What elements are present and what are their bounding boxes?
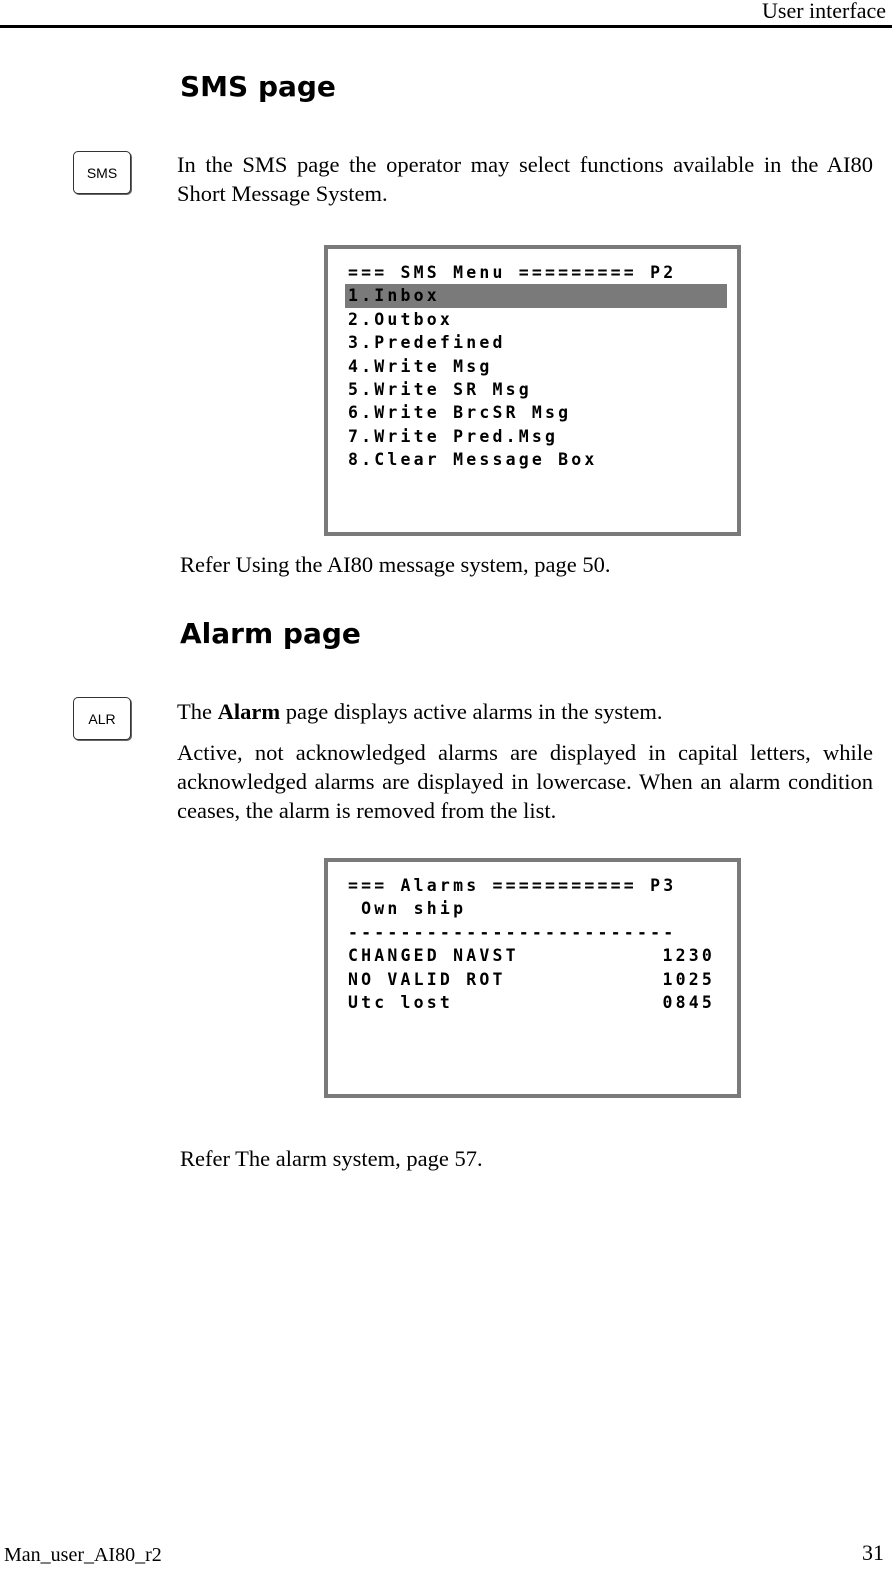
alarm-name: CHANGED NAVST	[348, 946, 519, 966]
page-header-title: User interface	[762, 0, 886, 23]
alarm-screen	[324, 858, 741, 1098]
alarm-screen-title-line: === Alarms =========== P3	[348, 876, 677, 895]
sms-page-description: In the SMS page the operator may select functions available in the AI80 Short Message System.	[177, 152, 873, 206]
alr-key-label: ALR	[88, 710, 116, 727]
alarm-intro-bold: Alarm	[217, 699, 281, 724]
alarm-time: 1025	[662, 969, 715, 989]
sms-menu-item-write-sr-msg[interactable]: 5.Write SR Msg	[348, 379, 532, 399]
sms-key-label: SMS	[86, 164, 118, 181]
sms-key-icon	[73, 151, 131, 194]
sms-reference: Refer Using the AI80 message system, page 50.	[180, 552, 611, 577]
sms-menu-item-write-msg[interactable]: 4.Write Msg	[348, 356, 493, 376]
sms-menu-item-outbox[interactable]: 2.Outbox	[348, 309, 454, 329]
alarm-screen-separator: -------------------------	[348, 922, 677, 942]
sms-menu-item-inbox[interactable]: 1.Inbox	[345, 284, 727, 307]
sms-menu-item-clear-message-box[interactable]: 8.Clear Message Box	[348, 450, 598, 470]
alarm-reference: Refer The alarm system, page 57.	[180, 1146, 483, 1171]
alarm-screen-subtitle-line: Own ship	[348, 899, 467, 919]
alarm-row	[348, 991, 727, 1014]
alarm-name: Utc lost	[348, 992, 454, 1012]
sms-menu-item-predefined[interactable]: 3.Predefined	[348, 333, 506, 353]
sms-page-heading: SMS page	[180, 70, 336, 103]
alr-key-icon	[73, 697, 131, 740]
alarm-row	[348, 944, 727, 967]
alarm-name: NO VALID ROT	[348, 969, 506, 989]
alarm-time: 1230	[662, 946, 715, 966]
alarm-intro-suffix: page displays active alarms in the system.	[280, 699, 663, 724]
alarm-page-intro	[177, 697, 873, 726]
alarm-page-description: Active, not acknowledged alarms are displayed in capital letters, while acknowledged alarms are displayed in lowercase. When an alarm condition ceases, the alarm is removed from the list.	[177, 740, 873, 823]
alarm-page-heading: Alarm page	[180, 617, 361, 650]
sms-menu-title-line: === SMS Menu ========= P2	[348, 263, 677, 282]
footer-page-number: 31	[862, 1540, 884, 1565]
sms-menu-screen	[324, 245, 741, 536]
alarm-intro-prefix: The	[177, 699, 218, 724]
header-rule	[0, 25, 892, 28]
sms-menu-item-write-brcsr-msg[interactable]: 6.Write BrcSR Msg	[348, 403, 572, 423]
footer-document-id: Man_user_AI80_r2	[4, 1544, 162, 1566]
alarm-time: 0845	[662, 992, 715, 1012]
sms-menu-item-write-pred-msg[interactable]: 7.Write Pred.Msg	[348, 426, 559, 446]
alarm-row	[348, 968, 727, 991]
